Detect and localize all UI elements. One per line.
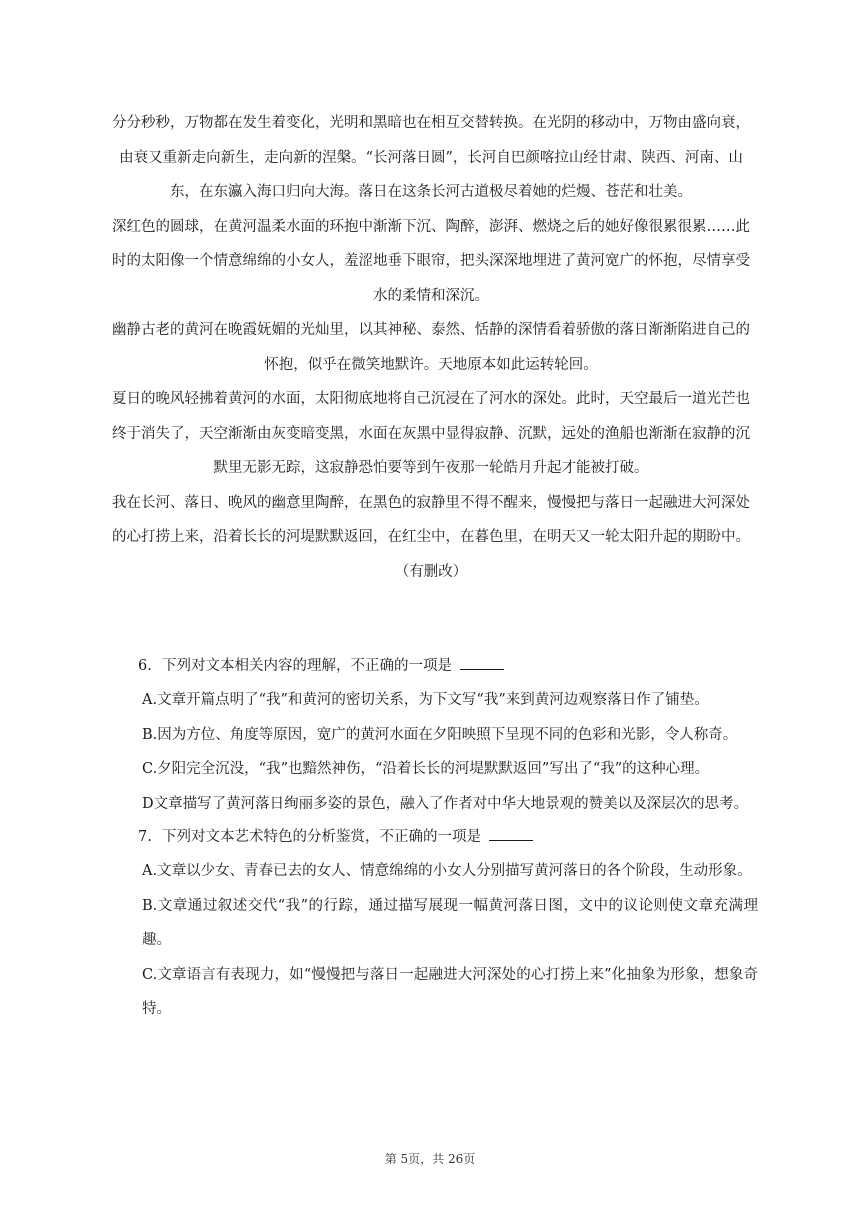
question-number: 6. bbox=[138, 658, 152, 674]
passage-paragraph-3: 幽静古老的黄河在晚霞妩媚的光灿里，以其神秘、泰然、恬静的深情看着骄傲的落日渐渐陷进自己的怀抱，似乎在微笑地默许。天地原本如此运转轮回。 bbox=[112, 322, 750, 373]
passage-paragraph-4: 夏日的晚风轻拂着黄河的水面，太阳彻底地将自己沉浸在了河水的深处。此时，天空最后一道光芒也终于消失了，天空渐渐由灰变暗变黑，水面在灰黑中显得寂静、沉默，远处的渔船也渐渐在寂静的沉默里无影无踪，这寂静恐怕要等到午夜那一轮皓月升起才能被打破。 bbox=[112, 391, 750, 476]
question-stem bbox=[138, 650, 758, 683]
question-number: 7. bbox=[138, 829, 152, 845]
page-footer: 第 5页，共 26页 bbox=[384, 1152, 476, 1166]
question-7 bbox=[138, 821, 758, 1027]
answer-blank[interactable] bbox=[460, 655, 504, 670]
option-b: B.文章通过叙述交代“我”的行踪，通过描写展现一幅黄河落日图，文中的议论则使文章充满理趣。 bbox=[142, 897, 758, 948]
option-c: C.夕阳完全沉没，“我”也黯然神伤，“沿着长长的河堤默默返回”写出了“我”的这种心理。 bbox=[142, 761, 710, 777]
passage bbox=[108, 106, 754, 589]
question-6 bbox=[138, 650, 758, 821]
option-c: C.文章语言有表现力，如“慢慢把与落日一起融进大河深处的心打捞上来”化抽象为形象，想象奇特。 bbox=[142, 966, 758, 1017]
questions bbox=[138, 650, 758, 1027]
option-a: A.文章以少女、青春已去的女人、情意绵绵的小女人分别描写黄河落日的各个阶段，生动形象。 bbox=[142, 863, 752, 879]
option-b: B.因为方位、角度等原因，宽广的黄河水面在夕阳映照下呈现不同的色彩和光影，令人称奇。 bbox=[142, 726, 738, 743]
edit-note: （有删改） bbox=[394, 563, 468, 580]
option-a: A.文章开篇点明了“我”和黄河的密切关系，为下文写“我”来到黄河边观察落日作了铺垫。 bbox=[142, 692, 709, 708]
passage-paragraph-2: 深红色的圆球，在黄河温柔水面的环抱中渐渐下沉、陶醉，澎湃、燃烧之后的她好像很累很累……此时的太阳像一个情意绵绵的小女人，羞涩地垂下眼帘，把头深深地埋进了黄河宽广的怀抱，尽情享受水的柔情和深沉。 bbox=[112, 218, 750, 304]
question-text: 下列对文本艺术特色的分析鉴赏，不正确的一项是 bbox=[162, 829, 481, 845]
passage-paragraph-1: 分分秒秒，万物都在发生着变化，光明和黑暗也在相互交替转换。在光阴的移动中，万物由盛向衰，由衰又重新走向新生，走向新的涅槃。“长河落日圆”，长河自巴颜喀拉山经甘肃、陕西、河南、山东，在东瀛入海口归向大海。落日在这条长河古道极尽着她的烂熳、苍茫和壮美。 bbox=[112, 115, 750, 200]
question-stem bbox=[138, 821, 758, 854]
question-text: 下列对文本相关内容的理解，不正确的一项是 bbox=[162, 658, 452, 674]
option-d: D文章描写了黄河落日绚丽多姿的景色，融入了作者对中华大地景观的赞美以及深层次的思考。 bbox=[142, 795, 749, 812]
passage-paragraph-5: 我在长河、落日、晚风的幽意里陶醉，在黑色的寂静里不得不醒来，慢慢把与落日一起融进大河深处的心打捞上来，沿着长长的河堤默默返回，在红尘中，在暮色里，在明天又一轮太阳升起的期盼中。 bbox=[112, 494, 750, 545]
answer-blank[interactable] bbox=[489, 826, 533, 841]
